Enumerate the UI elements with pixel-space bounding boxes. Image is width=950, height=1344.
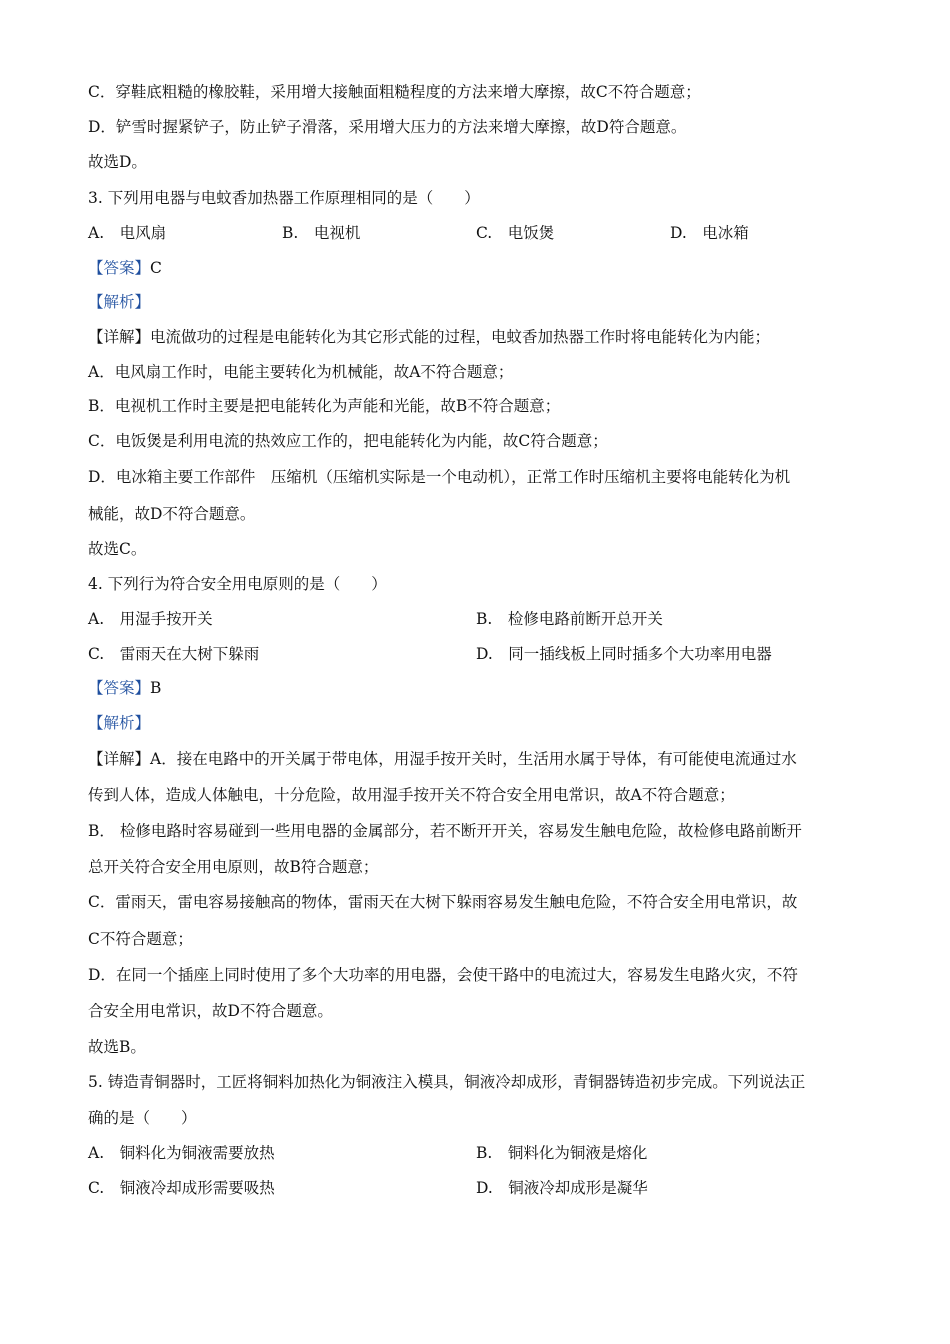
detail-tag: 【详解】 — [88, 750, 151, 768]
detail-text: A．接在电路中的开关属于带电体，用湿手按开关时，生活用水属于导体，有可能使电流通过水 — [150, 750, 797, 768]
q3-stem: 3. 下列用电器与电蚊香加热器工作原理相同的是（ ） — [88, 189, 480, 207]
q4-option-d: D. 同一插线板上同时插多个大功率用电器 — [476, 645, 772, 663]
q3-conclusion: 故选C。 — [88, 540, 147, 558]
q3-option-a-explanation: A．电风扇工作时，电能主要转化为机械能，故A不符合题意； — [88, 363, 514, 381]
q4-option-c-explanation-line1: C．雷雨天，雷电容易接触高的物体，雷雨天在大树下躲雨容易发生触电危险，不符合安全用电常识，故 — [88, 893, 798, 911]
q3-option-c: C. 电饭煲 — [476, 224, 555, 242]
q4-option-b-explanation-line2: 总开关符合安全用电原则，故B符合题意； — [88, 858, 379, 876]
q3-option-d: D. 电冰箱 — [670, 224, 749, 242]
q4-option-d-explanation-line1: D．在同一个插座上同时使用了多个大功率的用电器，会使干路中的电流过大，容易发生电路火灾，不符 — [88, 966, 798, 984]
q3-option-b-explanation: B．电视机工作时主要是把电能转化为声能和光能，故B不符合题意； — [88, 397, 561, 415]
q3-option-b: B. 电视机 — [282, 224, 361, 242]
q4-option-c: C. 雷雨天在大树下躲雨 — [88, 645, 260, 663]
q4-option-d-explanation-line2: 合安全用电常识，故D不符合题意。 — [88, 1002, 333, 1020]
answer-value: C — [150, 259, 162, 277]
analysis-tag: 【解析】 — [88, 293, 151, 311]
q5-option-b: B. 铜料化为铜液是熔化 — [476, 1144, 648, 1162]
answer-tag: 【答案】 — [88, 259, 151, 277]
q4-detail-line1 — [88, 749, 797, 769]
q3-detail — [88, 327, 770, 347]
analysis-tag: 【解析】 — [88, 714, 151, 732]
q3-option-c-explanation: C．电饭煲是利用电流的热效应工作的，把电能转化为内能，故C符合题意； — [88, 432, 608, 450]
q4-option-b-explanation-line1: B． 检修电路时容易碰到一些用电器的金属部分，若不断开开关，容易发生触电危险，故检修电路前断开 — [88, 822, 802, 840]
q5-option-d: D. 铜液冷却成形是凝华 — [476, 1179, 648, 1197]
q4-option-b: B. 检修电路前断开总开关 — [476, 610, 663, 628]
q4-stem: 4. 下列行为符合安全用电原则的是（ ） — [88, 575, 387, 593]
q3-answer — [88, 258, 162, 278]
detail-text: 电流做功的过程是电能转化为其它形式能的过程，电蚊香加热器工作时将电能转化为内能； — [150, 328, 771, 346]
q3-analysis-tag — [88, 292, 150, 312]
q5-option-a: A. 铜料化为铜液需要放热 — [88, 1144, 275, 1162]
answer-tag: 【答案】 — [88, 679, 151, 697]
q4-conclusion: 故选B。 — [88, 1038, 146, 1056]
q3-option-a: A. 电风扇 — [88, 224, 167, 242]
answer-value: B — [150, 679, 162, 697]
q2-conclusion: 故选D。 — [88, 153, 147, 171]
q4-analysis-tag — [88, 713, 150, 733]
q5-option-c: C. 铜液冷却成形需要吸热 — [88, 1179, 275, 1197]
detail-tag: 【详解】 — [88, 328, 151, 346]
q5-stem-line2: 确的是（ ） — [88, 1109, 197, 1127]
q4-option-a: A. 用湿手按开关 — [88, 610, 213, 628]
q3-option-d-explanation-line2: 械能，故D不符合题意。 — [88, 505, 256, 523]
q4-option-c-explanation-line2: C不符合题意； — [88, 930, 193, 948]
q3-option-d-explanation-line1: D．电冰箱主要工作部件 压缩机（压缩机实际是一个电动机），正常工作时压缩机主要将电能转化为机 — [88, 468, 791, 486]
q4-answer — [88, 678, 161, 698]
q5-stem-line1: 5. 铸造青铜器时，工匠将铜料加热化为铜液注入模具，铜液冷却成形，青铜器铸造初步完成。下列说法正 — [88, 1073, 806, 1091]
q2-option-c-explanation: C．穿鞋底粗糙的橡胶鞋，采用增大接触面粗糙程度的方法来增大摩擦，故C不符合题意； — [88, 83, 701, 101]
q2-option-d-explanation: D．铲雪时握紧铲子，防止铲子滑落，采用增大压力的方法来增大摩擦，故D符合题意。 — [88, 118, 687, 136]
q4-detail-line2: 传到人体，造成人体触电，十分危险，故用湿手按开关不符合安全用电常识，故A不符合题意； — [88, 786, 735, 804]
